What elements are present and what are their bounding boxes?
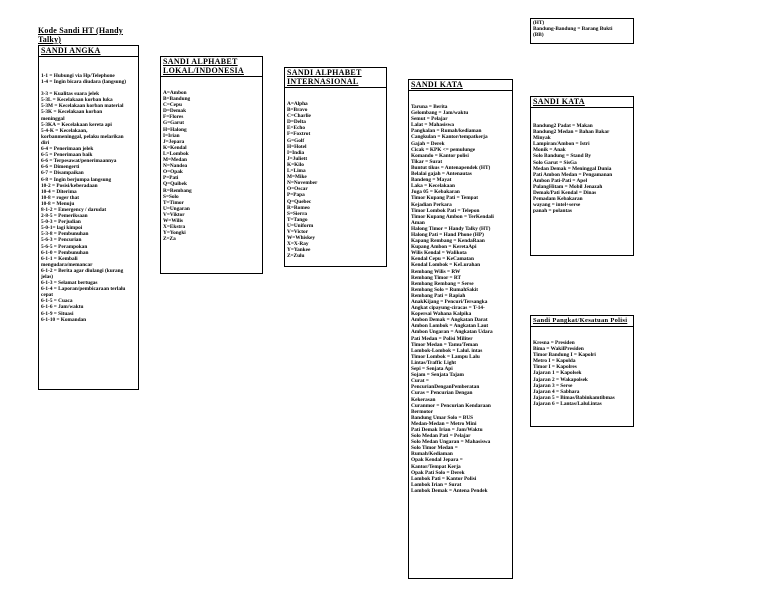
code-line: V=Viktor xyxy=(163,211,185,218)
code-line: 5-3KA = Kecelakaan kereta api xyxy=(41,121,112,128)
code-line: Tikar = Surat xyxy=(411,158,443,165)
code-line: Bandung-Bandung = Barang Bukti xyxy=(533,26,613,33)
code-line: Rembang Timor = RT xyxy=(411,274,462,281)
code-line: Kejadian Perkara xyxy=(411,201,452,208)
code-line: 6-1-9 = Situasi xyxy=(41,310,74,317)
sandi-angka-column xyxy=(38,45,139,390)
code-line: Q=Quebec xyxy=(287,198,312,205)
code-line: E=Echo xyxy=(287,125,306,132)
code-line: Juga 05 = Kebakaran xyxy=(411,189,460,196)
code-line: 5-0-3 = Perjudian xyxy=(41,219,81,226)
code-line: Opak Pati Solo = Derek xyxy=(411,469,465,476)
code-line: 10-4 = Diterima xyxy=(41,188,77,195)
code-line: 6-8 = Ingin berjumpa langsung xyxy=(41,176,112,183)
code-line: Belalai gajah = Antenautas xyxy=(411,171,472,178)
sandi-alphabet-internasional-header xyxy=(285,68,386,88)
code-line: Jajaran 2 = Wakapolsek xyxy=(533,376,588,383)
code-line: Rumah/Kediaman xyxy=(411,451,453,458)
code-line: (BB) xyxy=(533,32,544,39)
code-line: 10-8 = Menuju xyxy=(41,200,75,207)
code-line: Timor Bandung I = Kapolri xyxy=(533,352,596,359)
sandi-alphabet-lokal-list xyxy=(161,77,262,242)
sandi-pangkat-column xyxy=(530,315,634,427)
code-line: Lampiran/Ambon = Istri xyxy=(533,141,590,148)
code-line: W=Whiskey xyxy=(287,235,316,242)
code-line: Pati Medan = Polisi Militer xyxy=(411,335,473,342)
ht-continuation-list xyxy=(531,19,633,38)
code-line: 3-3 = Kualitas suara jelek xyxy=(41,91,100,98)
code-line: Wilis Kendal = Walikota xyxy=(411,250,467,257)
code-line: S=Solo xyxy=(163,193,179,200)
code-line: Kapang Rembang = KendaRaan xyxy=(411,238,485,245)
code-line: Pangkalan = Rumah/kediaman xyxy=(411,128,482,135)
code-line: I=Irian xyxy=(163,132,180,139)
code-line: R=Romeo xyxy=(287,204,310,211)
code-line: Solo Timor Medan = xyxy=(411,445,458,452)
code-line: L=Lima xyxy=(287,168,306,175)
code-line: L=Lombok xyxy=(163,150,189,157)
code-line: 6-6 = Dimengerti xyxy=(41,164,80,171)
code-line: J=Jepara xyxy=(163,138,185,145)
code-line: Cicak = KPK <= pemulunge xyxy=(411,146,476,153)
code-line: U=Uniform xyxy=(287,222,314,229)
code-line: 5-6-5 = Perampokan xyxy=(41,243,88,250)
code-line: Sojam = Senjata Tajam xyxy=(411,372,464,379)
code-line: Jajaran 6 = Lantas/Lalul.intas xyxy=(533,400,602,407)
code-line: 8-1-2 = Emergency / darudat xyxy=(41,206,107,213)
code-line: Cangkulan = Kantor/tempatkerja xyxy=(411,134,488,141)
code-line: Angkat cipayung-ciracas = T-14- xyxy=(411,305,485,312)
code-line: 6-1-6 = Jam/waktu xyxy=(41,304,84,311)
code-line: W=Wilis xyxy=(163,217,183,224)
code-line: Solo Medan Ungaran = Mahasiswa xyxy=(411,439,491,446)
sandi-kata-list xyxy=(409,91,512,494)
code-line: 6-1-5 = Cuaca xyxy=(41,298,73,305)
code-line: Kresna = Presiden xyxy=(533,340,575,346)
code-line: J=Juliett xyxy=(287,155,308,162)
code-line: 5-3M = Kecelakaan korban material xyxy=(41,103,124,110)
code-line: Bandeng = Mayat xyxy=(411,177,452,184)
code-line: Komando = Kantor polisi xyxy=(411,152,469,159)
code-line: Ambon Pati-Pati = Apel xyxy=(533,177,588,184)
code-line: K=Kilo xyxy=(287,161,304,168)
sandi-pangkat-list xyxy=(531,327,633,407)
code-line: S=Sierra xyxy=(287,210,308,217)
code-line: 5-3-8 = Pembunuhan xyxy=(41,231,89,238)
code-line: N=Nandea xyxy=(163,163,188,170)
code-line: Timor Kupang Ambon = TerKendali xyxy=(411,213,494,220)
code-line: Opak Kendal Jepara = xyxy=(411,457,463,464)
code-line: Pati Demak Irian = Jam/Waktu xyxy=(411,426,483,433)
sandi-angka-header: SANDI ANGKA xyxy=(39,46,138,57)
code-line: Timor Lombok = Lampu Lalu xyxy=(411,353,480,360)
code-line: Rembang Wilis = RW xyxy=(411,268,461,275)
code-line: T=Tango xyxy=(287,216,308,223)
code-line: Metro I = Kapolda xyxy=(533,358,576,365)
document-title xyxy=(38,26,138,44)
code-line: 10-8 = roger that xyxy=(41,194,79,201)
code-line: Lombok-Lombok = Lalul. intas xyxy=(411,347,483,354)
header-line-2: INTERNASIONAL xyxy=(287,77,359,86)
code-line: meninggal xyxy=(41,115,65,122)
code-line: Kantor/Tempat Kerja xyxy=(411,463,461,470)
code-line: (HT) xyxy=(533,20,545,26)
code-line: 6-6 = Terpesawat/penerimaannya xyxy=(41,158,117,165)
code-line: P=Pati xyxy=(163,175,179,182)
code-line: Lombok Pati = Kantor Polisi xyxy=(411,475,477,482)
document-title-line-2: Talky) xyxy=(38,35,62,44)
code-line: 5-3L = Kecelakaan korban luka xyxy=(41,97,113,104)
sandi-kata-2-column xyxy=(530,96,634,256)
code-line: Rembang Solo = RumahSakit xyxy=(411,286,479,293)
code-line: 1-1 = Hubungi via Hp/Telephone xyxy=(41,73,115,79)
code-line: Lintas/Traffic Light xyxy=(411,359,457,366)
code-line: 1-4 = Ingin bicara diudara (langsung) xyxy=(41,79,126,86)
code-line: P=Papa xyxy=(287,192,305,199)
code-line: Demak/Pati Kendal = Dinas xyxy=(533,190,597,197)
sandi-kata-2-list xyxy=(531,108,633,214)
code-line: Jajaran 4 = Sabhara xyxy=(533,388,580,395)
code-line: Kekerasan xyxy=(411,396,436,403)
code-line: AnakKijang = Pencuri/Tersangka xyxy=(411,299,488,305)
code-line: wayang = intel+serse xyxy=(533,202,581,209)
sandi-kata-column xyxy=(408,79,513,579)
code-line: H=Hotel xyxy=(287,143,307,150)
code-line: panah = polantas xyxy=(533,208,572,215)
code-line: N=November xyxy=(287,180,318,187)
code-line: Monik = Anak xyxy=(533,147,566,154)
code-line: Semut = Pelajar xyxy=(411,116,448,123)
code-line: B=Bravo xyxy=(287,107,308,114)
code-line: X=X-Ray xyxy=(287,241,309,248)
code-line: Timor Medan = Tamu/Teman xyxy=(411,341,478,348)
code-line: Z=Za xyxy=(163,236,176,243)
code-line: Bermotor xyxy=(411,408,434,415)
code-line: Curanmor = Pencurian Kendaraan xyxy=(411,402,491,409)
code-line: Solo Medan Pati = Pelajar xyxy=(411,433,471,440)
sandi-alphabet-internasional-list xyxy=(285,88,386,259)
code-line: 6-7 = Disampaikan xyxy=(41,170,84,177)
header-line-1: SANDI ALPHABET xyxy=(163,57,238,66)
code-line: Timor Lombok Pati = Telepon xyxy=(411,207,480,214)
code-line: Kopersai Wahana Kalpika xyxy=(411,311,472,318)
code-line: 6-4 = Penerimaan jelek xyxy=(41,146,94,153)
code-line: Ambon Demak = Angkatan Darat xyxy=(411,317,488,324)
code-line: Medan-Medan = Metro Mini xyxy=(411,420,477,427)
code-line: Bandung2 Padat = Makan xyxy=(533,123,593,129)
sandi-angka-list xyxy=(39,57,138,323)
code-line: G=Garut xyxy=(163,120,184,127)
code-line: 6-5 = Penerimaan baik xyxy=(41,152,93,159)
code-line: Jajaran 3 = Serse xyxy=(533,382,573,389)
code-line: O=Oscar xyxy=(287,186,308,193)
code-line: jelas) xyxy=(41,274,54,280)
code-line: Solo Garut = SisGa xyxy=(533,159,577,166)
code-line: diri xyxy=(41,139,50,146)
code-line: Pati Ambon Medan = Pengamanan xyxy=(533,171,613,178)
header-line-1: SANDI ALPHABET xyxy=(287,68,362,77)
code-line: 5-4-K = Kecelakaan, xyxy=(41,127,88,134)
code-line: G=Golf xyxy=(287,137,305,144)
code-line: A=Ambon xyxy=(163,90,187,96)
code-line: H=Halong xyxy=(163,126,187,133)
code-line: X=Ekstra xyxy=(163,224,186,231)
code-line: Rembang Pati = Rapiah xyxy=(411,292,466,299)
code-line: D=Delta xyxy=(287,119,306,126)
code-line: Kendal Lombok = KeLurahan xyxy=(411,262,481,269)
code-line: Lombok Irian = Surat xyxy=(411,481,462,488)
code-line: Bima = WakilPresiden xyxy=(533,346,584,353)
code-line: Jajaran 5 = Bimas/Babinkamtibmas xyxy=(533,394,615,401)
code-line: 5-0-1= lagi kimpoi xyxy=(41,225,83,232)
code-line: Laka = Kecelakaan xyxy=(411,183,455,190)
code-line: cepat xyxy=(41,292,54,299)
code-line: Rembang Rembang = Serse xyxy=(411,280,474,287)
code-line: K=Kendal xyxy=(163,144,187,151)
code-line: Ambon Ungaran = Angkatan Udara xyxy=(411,329,493,336)
code-line: F=Foxtrot xyxy=(287,131,311,138)
code-line: Bandung2 Medan = Bahan Bakar xyxy=(533,129,610,136)
code-line: M=Mike xyxy=(287,174,307,181)
code-line: Curas = Pencurian Dengan xyxy=(411,390,473,397)
code-line: Q=Quibek xyxy=(163,181,187,188)
code-line: Halong Pati = Hand Phone (HP) xyxy=(411,231,484,238)
code-line: Buntut tikus = Antenapendek (HT) xyxy=(411,164,491,171)
code-line: Aman xyxy=(411,219,425,226)
sandi-kata-2-header: SANDI KATA xyxy=(531,97,633,108)
sandi-pangkat-header: Sandi Pangkat/Kesatuan Polisi xyxy=(531,316,633,327)
header-line-2: LOKAL/INDONESIA xyxy=(163,66,244,75)
code-line: 5-3K = Kecelakaan korban xyxy=(41,109,103,116)
code-line: Curat = xyxy=(411,378,429,385)
code-line: A=Alpha xyxy=(287,101,308,107)
code-line: 10-2 = Posisi/keberadaan xyxy=(41,182,98,189)
code-line: Y=Yongki xyxy=(163,230,186,237)
code-line: U=Ungaran xyxy=(163,205,190,212)
code-line: Taruna = Berita xyxy=(411,104,448,110)
code-line: Lombok Demak = Antena Pendek xyxy=(411,487,488,494)
code-line: F=Flores xyxy=(163,114,184,121)
code-line: Sepi = Senjata Api xyxy=(411,366,453,373)
code-line: Kendal Cepu = KeCamatan xyxy=(411,256,474,263)
code-line: mengudara/memancar xyxy=(41,261,93,268)
code-line: Pemadam Kebakaran xyxy=(533,196,583,203)
document-title-line-1: Kode Sandi HT (Handy xyxy=(38,26,123,35)
ht-continuation-box xyxy=(530,18,634,44)
sandi-alphabet-lokal-header xyxy=(161,57,262,77)
code-line: Gajah = Derek xyxy=(411,140,445,147)
code-line: C=Charlie xyxy=(287,113,311,120)
code-line: B=Bandung xyxy=(163,96,191,103)
code-line: 6-1-0 = Pembunuhan xyxy=(41,249,89,256)
code-line: PulangHitam = Mobil Jenazah xyxy=(533,183,603,190)
code-line: 2-8-5 = Pemeriksaan xyxy=(41,213,88,220)
code-line: 6-1-3 = Selamat bertugas xyxy=(41,280,98,287)
code-line: T=Timor xyxy=(163,199,184,206)
code-line: Lalat = Mahasiswa xyxy=(411,122,455,129)
code-line: O=Opak xyxy=(163,169,183,176)
code-line: PencurianDenganPemberatan xyxy=(411,384,480,391)
sandi-alphabet-internasional-column xyxy=(284,67,387,267)
code-line: Timor Kupang Pati = Tempat xyxy=(411,195,478,202)
code-line: 6-1-2 = Berita agar diulangi (kurang xyxy=(41,267,124,274)
sandi-kata-header: SANDI KATA xyxy=(409,80,512,91)
code-line: Gelombang = Jam/waktu xyxy=(411,110,469,117)
code-line: Medan Demak = Meninggal Dunia xyxy=(533,165,612,172)
code-line: Z=Zulu xyxy=(287,253,305,260)
code-line: Jajaran 1 = Kapolsek xyxy=(533,370,582,377)
code-line: Timor I = Kapolres xyxy=(533,364,577,371)
code-line: Y=Yankee xyxy=(287,247,311,254)
sandi-alphabet-lokal-column xyxy=(160,56,263,274)
code-line: M=Medan xyxy=(163,157,187,164)
code-line: 6-1-4 = Laporan/pembicaraan terlalu xyxy=(41,286,126,293)
code-line: Minyak xyxy=(533,135,551,142)
code-line: I=India xyxy=(287,149,305,156)
code-line: V=Victor xyxy=(287,228,309,235)
code-line: 6-1-10 = Komandan xyxy=(41,316,87,323)
code-line: Bandung Umar Solo = BUS xyxy=(411,414,474,421)
code-line: korbanmeninggal, pelaku melarikan xyxy=(41,133,124,140)
code-line: R=Rembang xyxy=(163,187,192,194)
code-line: Kupang Ambon = KeretaApi xyxy=(411,244,477,251)
code-line: Halong Timor = Handy Talky (HT) xyxy=(411,225,491,232)
code-line: 5-6-3 = Pencurian xyxy=(41,237,82,244)
code-line: 6-1-1 = Kembali xyxy=(41,255,78,262)
code-line: Ambon Lombok = Angkatan Laut xyxy=(411,323,489,330)
code-line: Solo Bandung = Stand By xyxy=(533,153,592,160)
code-line: C=Cepu xyxy=(163,102,182,109)
code-line: D=Demak xyxy=(163,108,187,115)
